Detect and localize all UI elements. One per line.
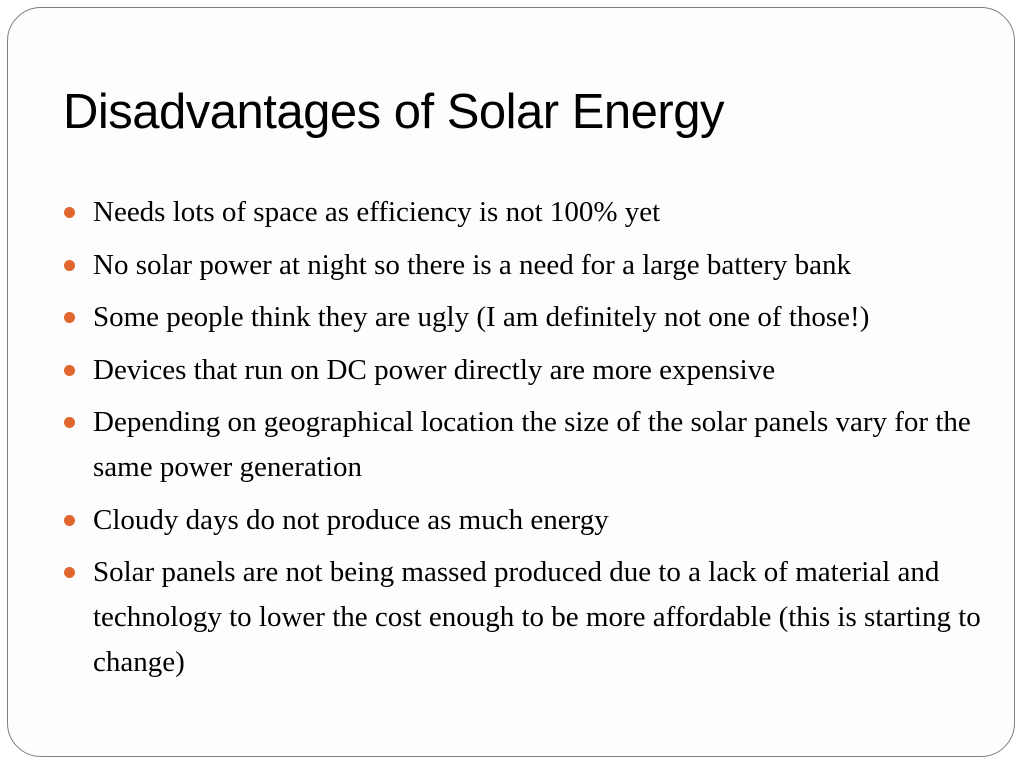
bullet-item xyxy=(63,243,998,288)
bullet-dot-icon xyxy=(64,417,75,428)
bullet-text: Some people think they are ugly (I am definitely not one of those!) xyxy=(93,301,870,333)
bullet-text: Solar panels are not being massed produced due to a lack of material and technology to lower the cost enough to be more affordable (this is starting to change) xyxy=(93,556,981,678)
bullet-item xyxy=(63,190,998,235)
bullet-item xyxy=(63,550,998,685)
bullet-item xyxy=(63,295,998,340)
bullet-text: Devices that run on DC power directly are more expensive xyxy=(93,353,776,386)
bullet-dot-icon xyxy=(64,312,75,323)
slide-frame xyxy=(7,7,1015,757)
bullet-dot-icon xyxy=(64,260,75,271)
bullet-dot-icon xyxy=(64,567,75,578)
bullet-text: Needs lots of space as efficiency is not 100% yet xyxy=(93,196,661,228)
bullet-list xyxy=(63,190,998,693)
bullet-text: No solar power at night so there is a need for a large battery bank xyxy=(93,248,852,281)
bullet-dot-icon xyxy=(64,207,75,218)
bullet-text: Depending on geographical location the size of the solar panels vary for the same power generation xyxy=(93,406,971,483)
bullet-text: Cloudy days do not produce as much energy xyxy=(93,503,609,536)
bullet-item xyxy=(63,348,998,393)
bullet-dot-icon xyxy=(64,515,75,526)
bullet-item xyxy=(63,400,998,490)
bullet-dot-icon xyxy=(64,365,75,376)
slide-title: Disadvantages of Solar Energy xyxy=(63,85,724,139)
bullet-item xyxy=(63,498,998,543)
